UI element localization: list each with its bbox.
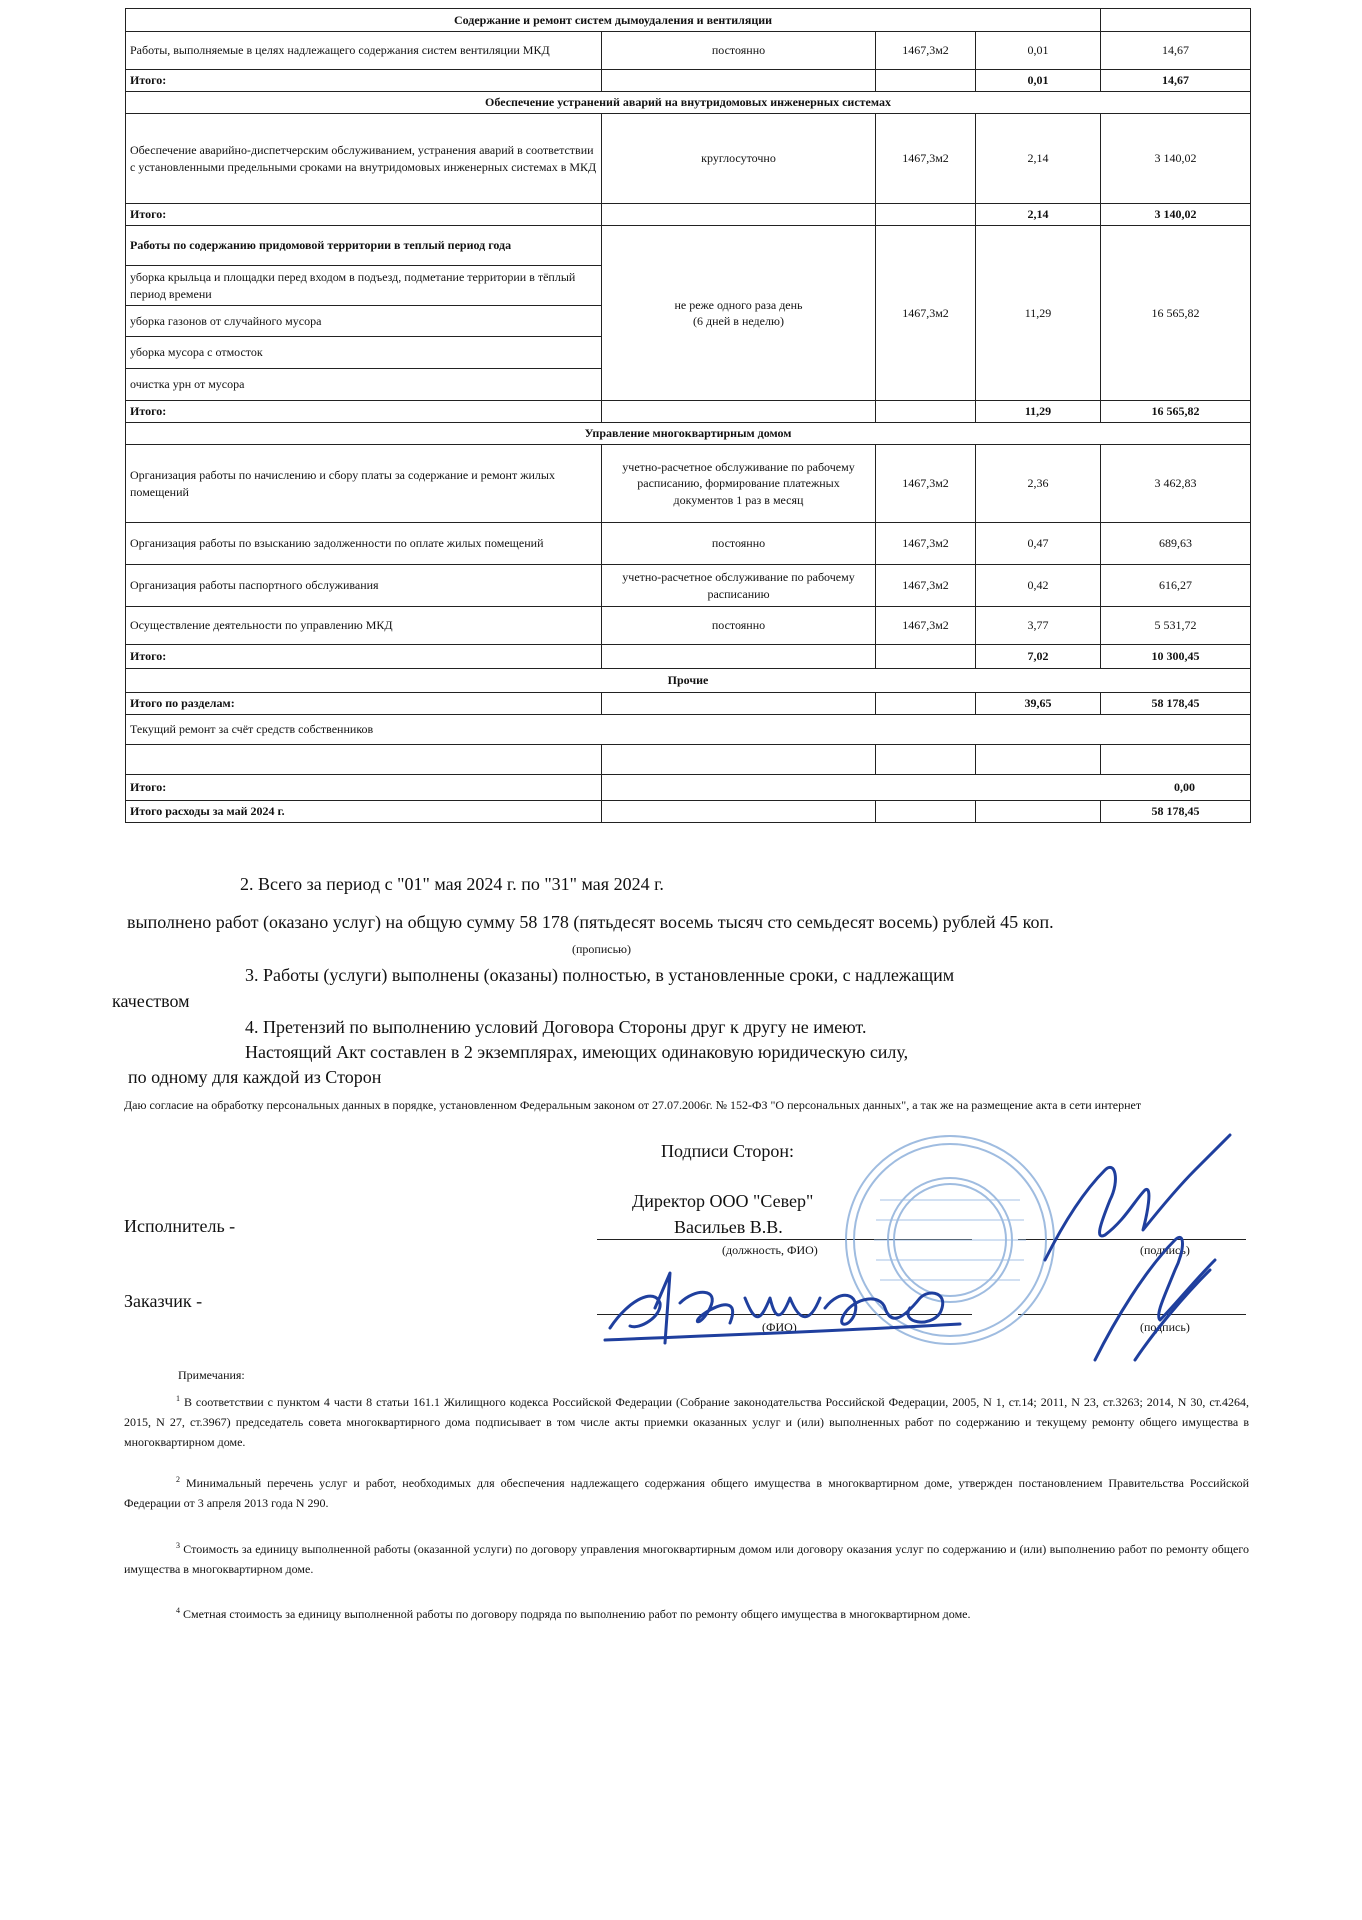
work-group-title: Работы по содержанию придомовой территории в теплый период года [126,226,602,266]
work-name: уборка крыльца и площадки перед входом в подъезд, подметание территории в тёплый период времени [126,266,602,306]
table-row [126,523,1251,565]
work-rate: 2,36 [976,445,1101,523]
total-row [126,204,1251,226]
work-sum: 3 140,02 [1101,114,1251,204]
work-sum: 5 531,72 [1101,607,1251,645]
work-name: Организация работы по начислению и сбору платы за содержание и ремонт жилых помещений [126,445,602,523]
total-sum: 16 565,82 [1101,401,1251,423]
section-row [126,423,1251,445]
note-4 [124,1604,1249,1625]
total-label: Итого: [126,645,602,669]
total-row [126,645,1251,669]
paragraph-2-sum: выполнено работ (оказано услуг) на общую сумму 58 178 (пятьдесят восемь тысяч сто семьдесят восемь) рублей 45 коп. [127,912,1054,932]
customer-signature-icon [600,1268,970,1348]
work-rate: 3,77 [976,607,1101,645]
fio-caption: (ФИО) [762,1320,797,1334]
paragraph-3: 3. Работы (услуги) выполнены (оказаны) полностью, в установленные сроки, с надлежащим [245,965,955,985]
table-row [126,565,1251,607]
table-row [126,226,1251,266]
paragraph-4: 4. Претензий по выполнению условий Договора Стороны друг к другу не имеют. [245,1017,867,1037]
total-sum: 14,67 [1101,70,1251,92]
note-1-mark: 1 [176,1394,180,1403]
position-caption: (должность, ФИО) [722,1243,818,1257]
work-period [602,226,876,401]
total-row [126,775,1251,801]
work-period: учетно-расчетное обслуживание по рабочему расписанию [602,565,876,607]
work-unit: 1467,3м2 [876,114,976,204]
section-title: Управление многоквартирным домом [126,423,1251,445]
work-rate: 2,14 [976,114,1101,204]
total-sum: 58 178,45 [1101,693,1251,715]
paragraph-5-end: по одному для каждой из Сторон [128,1067,382,1087]
total-sum: 58 178,45 [1101,801,1251,823]
note-2 [124,1473,1249,1514]
work-period: учетно-расчетное обслуживание по рабочему расписанию, формирование платежных документов 1 раз в месяц [602,445,876,523]
table-row [126,745,1251,775]
work-unit: 1467,3м2 [876,565,976,607]
section-row [126,669,1251,693]
note-1 [124,1392,1249,1452]
total-rate: 7,02 [976,645,1101,669]
section-title: Содержание и ремонт систем дымоудаления и вентиляции [126,9,1101,32]
work-period: постоянно [602,523,876,565]
note-3-text: Стоимость за единицу выполненной работы (оказанной услуги) по договору управления многоквартирным домом или договору оказания услуг по содержанию и (или) выполнению работ по ремонту общего имущества в многоквартирном доме. [124,1542,1249,1576]
consent-text: Даю согласие на обработку персональных данных в порядке, установленном Федеральным законом от 27.07.2006г. № 152-ФЗ "О персональных данных", а так же на размещение акта в сети интернет [124,1098,1142,1112]
total-label: Итого: [126,204,602,226]
note-2-text: Минимальный перечень услуг и работ, необходимых для обеспечения надлежащего содержания общего имущества в многоквартирном доме, утвержден постановлением Правительства Российской Федерации от 3 апреля 2013 года N 290. [124,1476,1249,1510]
section-row [126,9,1251,32]
work-name: уборка газонов от случайного мусора [126,306,602,337]
note-4-mark: 4 [176,1606,180,1615]
executor-name: Васильев В.В. [674,1217,783,1237]
notes-title: Примечания: [178,1368,245,1382]
total-label: Итого по разделам: [126,693,602,715]
total-sum: 3 140,02 [1101,204,1251,226]
executor-signature-icon [1035,1130,1235,1370]
note-1-text: В соответствии с пунктом 4 части 8 статьи 161.1 Жилищного кодекса Российской Федерации (Собрание законодательства Российской Федерации, 2005, N 1, ст.14; 2011, N 23, ст.3263; 2014, N 30, ст.4264, 2015, N 27, ст.3967) председатель совета многоквартирного дома подписывает в том числе акты приемки оказанных услуг и (или) выполненных работ по содержанию и текущему ремонту общего имущества в многоквартирном доме. [124,1395,1249,1449]
work-sum: 689,63 [1101,523,1251,565]
work-period: круглосуточно [602,114,876,204]
signatures-title: Подписи Сторон: [661,1141,795,1161]
executor-position: Директор ООО "Север" [632,1191,814,1211]
total-label: Итого расходы за май 2024 г. [126,801,602,823]
paragraph-3-end: качеством [112,991,190,1011]
note-3 [124,1539,1249,1580]
work-name: Обеспечение аварийно-диспетчерским обслуживанием, устранения аварий в соответствии с установленными предельными сроками на внутридомовых инженерных системах в МКД [126,114,602,204]
work-name: уборка мусора с отмосток [126,337,602,369]
work-unit: 1467,3м2 [876,226,976,401]
services-table [125,8,1251,823]
total-label: Итого: [126,775,602,801]
customer-label: Заказчик - [124,1291,203,1311]
repair-title: Текущий ремонт за счёт средств собственников [126,715,1251,745]
total-row [126,70,1251,92]
note-4-text: Сметная стоимость за единицу выполненной работы по договору подряда по выполнению работ по ремонту общего имущества в многоквартирном доме. [180,1607,971,1621]
total-rate: 39,65 [976,693,1101,715]
work-sum: 3 462,83 [1101,445,1251,523]
period-line-1: не реже одного раза день [674,297,803,312]
total-label: Итого: [126,401,602,423]
work-sum: 14,67 [1101,32,1251,70]
sign-caption-2: (подпись) [1140,1320,1190,1334]
work-unit: 1467,3м2 [876,445,976,523]
executor-label: Исполнитель - [124,1216,236,1236]
total-sum: 10 300,45 [1101,645,1251,669]
work-name: Организация работы по взысканию задолженности по оплате жилых помещений [126,523,602,565]
work-unit: 1467,3м2 [876,523,976,565]
section-title: Обеспечение устранений аварий на внутридомовых инженерных системах [126,92,1251,114]
work-unit: 1467,3м2 [876,607,976,645]
total-rate: 0,01 [976,70,1101,92]
total-rate: 2,14 [976,204,1101,226]
work-unit: 1467,3м2 [876,32,976,70]
work-period: постоянно [602,607,876,645]
work-rate: 0,42 [976,565,1101,607]
work-period: постоянно [602,32,876,70]
total-label: Итого: [126,70,602,92]
work-rate: 11,29 [976,226,1101,401]
total-row [126,801,1251,823]
total-sum: 0,00 [602,775,1251,801]
work-name: Осуществление деятельности по управлению МКД [126,607,602,645]
note-2-mark: 2 [176,1475,180,1484]
work-name: очистка урн от мусора [126,369,602,401]
table-row [126,445,1251,523]
table-row [126,114,1251,204]
period-line-2: (6 дней в неделю) [693,314,784,328]
work-rate: 0,47 [976,523,1101,565]
total-row [126,401,1251,423]
total-row [126,693,1251,715]
total-rate: 11,29 [976,401,1101,423]
table-row [126,32,1251,70]
sign-caption: (подпись) [1140,1243,1190,1257]
section-title: Прочие [126,669,1251,693]
work-sum: 616,27 [1101,565,1251,607]
work-rate: 0,01 [976,32,1101,70]
section-row [126,92,1251,114]
paragraph-2: 2. Всего за период с "01" мая 2024 г. по "31" мая 2024 г. [240,874,664,894]
table-row [126,607,1251,645]
work-sum: 16 565,82 [1101,226,1251,401]
paragraph-5: Настоящий Акт составлен в 2 экземплярах, имеющих одинаковую юридическую силу, [245,1042,909,1062]
in-words-caption: (прописью) [572,942,632,956]
work-name: Работы, выполняемые в целях надлежащего содержания систем вентиляции МКД [126,32,602,70]
work-name: Организация работы паспортного обслуживания [126,565,602,607]
table-row [126,715,1251,745]
note-3-mark: 3 [176,1541,180,1550]
